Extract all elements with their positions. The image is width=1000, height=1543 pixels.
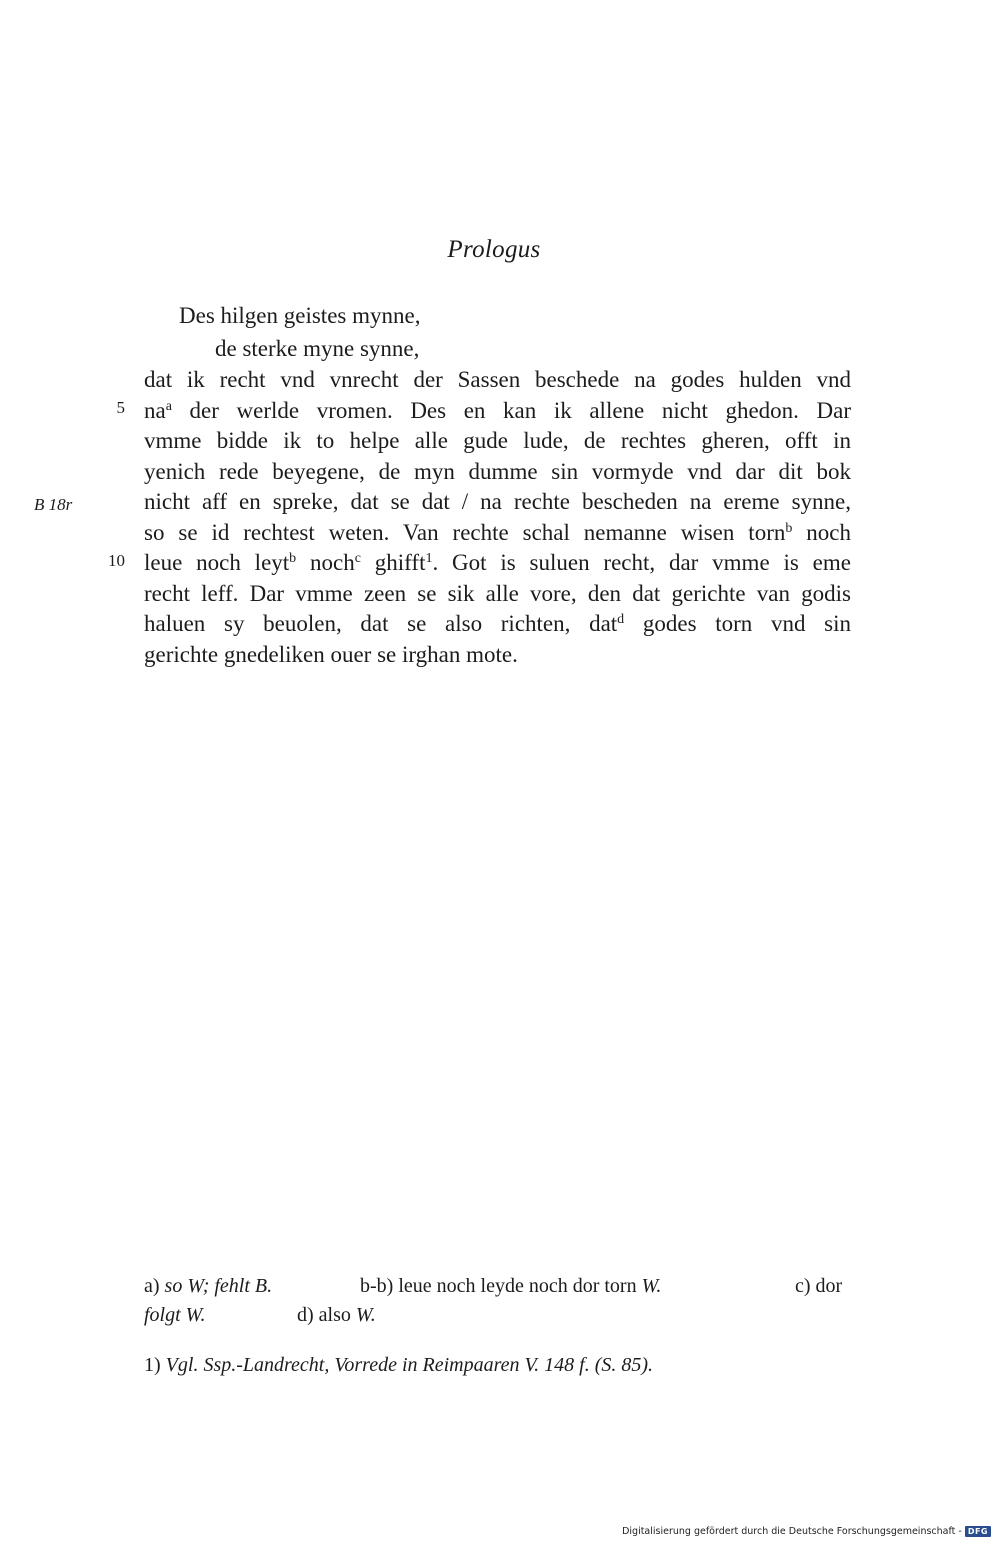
body-line	[144, 548, 851, 579]
footnote-marker: c	[354, 551, 361, 566]
notes-line-1	[144, 1272, 851, 1301]
note-d-text: also	[318, 1304, 351, 1326]
note-d	[297, 1301, 376, 1330]
body-line	[144, 457, 851, 488]
body-line	[144, 579, 851, 610]
note-b-text: leue noch leyde noch dor torn	[398, 1275, 637, 1297]
body-line	[144, 426, 851, 457]
body-text-run: na	[144, 397, 166, 423]
note-c-continuation: folgt W.	[144, 1304, 206, 1326]
body-line	[144, 365, 851, 396]
body-text-run: vmme bidde ik to helpe alle gude lude, de rechtes gheren, offt in	[144, 428, 851, 453]
body-text-run: ghifft	[360, 550, 426, 575]
body-text-run: haluen sy beuolen, dat se also richten, dat	[144, 611, 618, 636]
body-line	[144, 640, 851, 671]
note-a-label: a)	[144, 1275, 160, 1297]
notes-line-2	[144, 1301, 851, 1330]
body-text-run: leue noch leyt	[144, 550, 290, 575]
body-text-run: yenich rede beyegene, de myn dumme sin vormyde vnd dar dit bok	[144, 458, 851, 484]
body-line	[144, 518, 851, 549]
body-text	[144, 365, 851, 670]
verse-line-2: de sterke myne synne,	[215, 336, 420, 361]
textual-notes	[144, 1272, 851, 1330]
body-line	[144, 396, 851, 427]
note-c	[795, 1272, 842, 1301]
line-number-10: 10	[108, 551, 125, 570]
body-line	[144, 487, 851, 518]
footnote-marker: 1	[425, 551, 433, 566]
note-a-text: so W; fehlt B.	[164, 1275, 273, 1297]
footnote-text: Vgl. Ssp.-Landrecht, Vorrede in Reimpaaren V. 148 f. (S. 85).	[165, 1354, 654, 1376]
note-b	[360, 1272, 661, 1301]
note-b-siglum: W.	[641, 1275, 662, 1297]
dfg-logo-icon: DFG	[965, 1526, 991, 1537]
note-b-label: b-b)	[360, 1275, 394, 1297]
body-text-run: nicht aff en spreke, dat se dat / na rechte bescheden na ereme synne,	[144, 489, 851, 514]
digitization-credit	[622, 1526, 991, 1537]
body-text-run: gerichte gnedeliken ouer se irghan mote.	[144, 641, 518, 667]
body-text-run: so se id rechtest weten. Van rechte schal nemanne wisen torn	[144, 519, 786, 545]
note-d-siglum: W.	[355, 1304, 376, 1326]
footnote-marker: b	[289, 551, 297, 566]
footnote-label: 1)	[144, 1354, 161, 1376]
folio-reference: B 18r	[34, 495, 73, 514]
body-text-run: godes torn vnd sin	[624, 611, 851, 636]
note-c-label: c)	[795, 1275, 811, 1297]
footnote-marker: a	[165, 398, 172, 414]
footnote-marker: d	[617, 612, 625, 627]
body-text-run: recht leff. Dar vmme zeen se sik alle vore, den dat gerichte van godis	[144, 580, 851, 606]
credit-text: Digitalisierung gefördert durch die Deutsche Forschungsgemeinschaft -	[622, 1526, 962, 1537]
page-title	[0, 236, 1000, 264]
body-text-run: . Got is suluen recht, dar vmme is eme	[432, 550, 851, 575]
note-d-label: d)	[297, 1304, 314, 1326]
body-text-run: der werlde vromen. Des en kan ik allene nicht ghedon. Dar	[171, 397, 851, 423]
line-number-5: 5	[116, 398, 125, 417]
verse-line-1: Des hilgen geistes mynne,	[179, 303, 421, 328]
footnote-1	[144, 1354, 653, 1377]
title-text: Prologus	[447, 236, 541, 263]
body-text-run: noch	[792, 519, 851, 545]
footnote-marker: b	[785, 520, 793, 536]
body-text-run: dat ik recht vnd vnrecht der Sassen beschede na godes hulden vnd	[144, 367, 851, 392]
body-line	[144, 609, 851, 640]
note-c-text: dor	[815, 1275, 843, 1297]
note-a	[144, 1272, 272, 1301]
body-text-run: noch	[296, 550, 355, 575]
